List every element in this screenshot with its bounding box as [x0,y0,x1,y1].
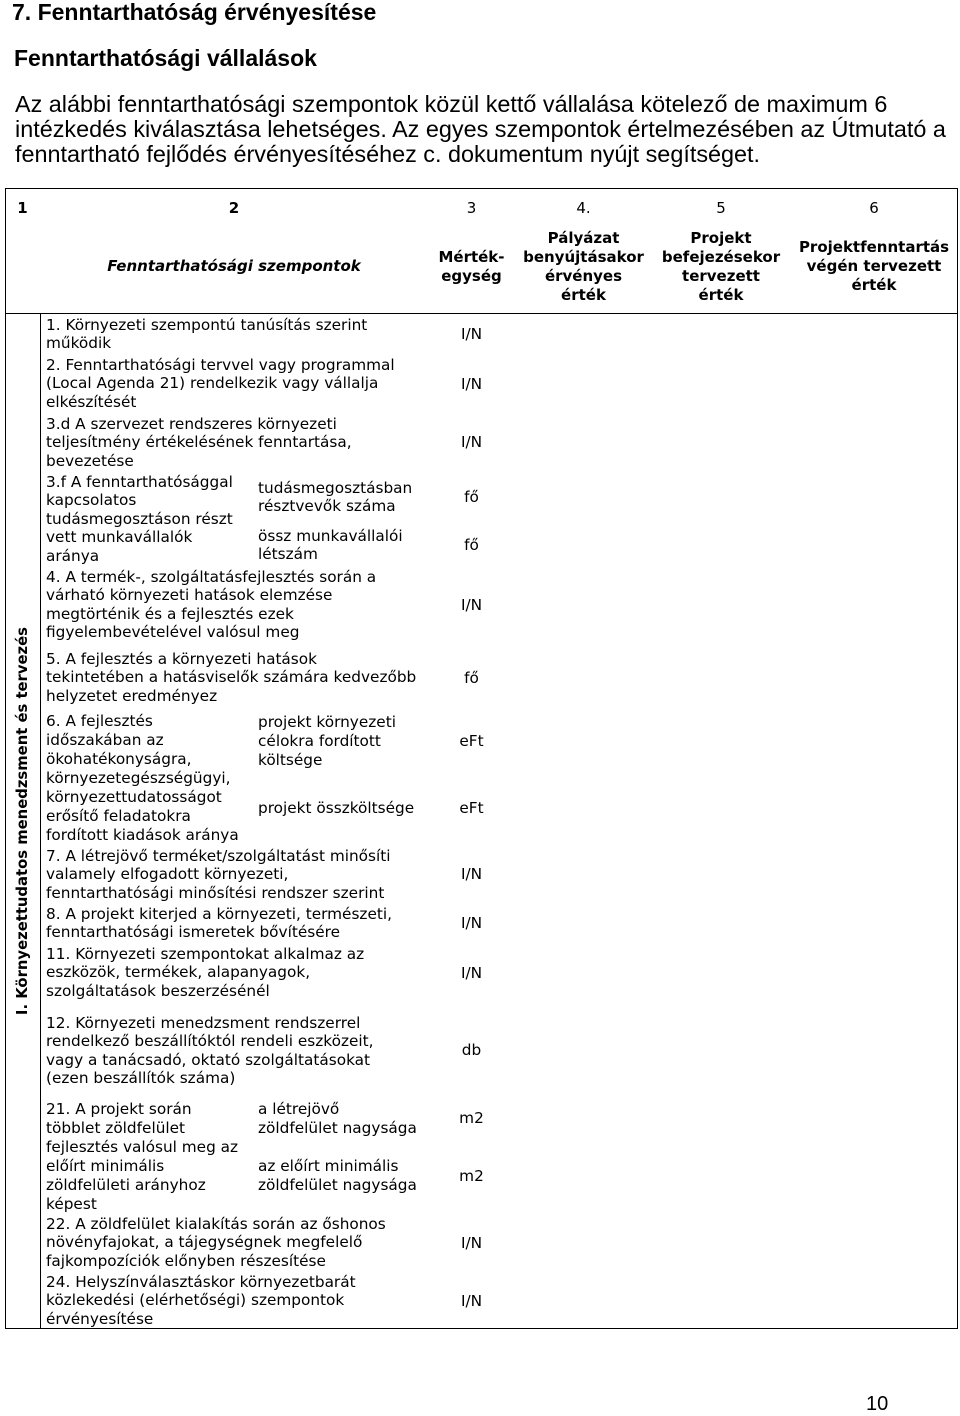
criterion-text-line: környezetegészségügyi, [46,768,231,787]
criterion-text-line: 21. A projekt során [46,1099,192,1118]
sub-criterion [258,713,396,770]
section-title: 7. Fenntarthatóság érvényesítése [12,0,377,25]
unit-cell: I/N [460,963,483,982]
sub-criterion [258,479,412,516]
intro-line: fenntartható fejlődés érvényesítéséhez c. dokumentum nyújt segítséget. [15,141,761,167]
column-header-at-completion [652,229,790,306]
header-line: érték [561,286,606,305]
criterion-row [46,945,364,1001]
criterion-text-line: többlet zöldfelület [46,1118,186,1137]
criterion-text-line: bevezetése [46,451,134,470]
header-divider [5,313,958,314]
column-number-3: 3 [466,199,477,217]
sub-criterion-line: zöldfelület nagysága [258,1118,417,1137]
column-header-at-submission [515,229,652,306]
criterion-text-line: teljesítmény értékelésének fenntartása, [46,433,352,452]
sub-criterion-line: projekt környezeti [258,712,396,731]
criterion-text-line: érvényesítése [46,1309,154,1328]
criterion-text-line: 7. A létrejövő terméket/szolgáltatást minősíti [46,846,391,865]
unit-cell: I/N [460,432,483,451]
unit-cell: db [461,1040,482,1059]
criterion-text-line: 8. A projekt kiterjed a környezeti, természeti, [46,904,392,923]
unit-cell: I/N [460,324,483,343]
column-number-4: 4. [576,199,591,217]
criterion-text-line: 6. A fejlesztés [46,711,153,730]
header-line: érték [851,275,897,294]
header-line: Projekt [690,228,752,247]
unit-cell: m2 [459,1166,484,1185]
unit-cell: eFt [459,798,484,817]
criterion-text-line: ökohatékonyságra, [46,749,192,768]
criterion-text-line: 4. A termék-, szolgáltatásfejlesztés során a [46,567,377,586]
section-label: I. Környezettudatos menedzsment és tervezés [13,626,31,1016]
criterion-text-line: növényfajokat, a tájegységnek megfelelő [46,1233,363,1252]
intro-line: Az alábbi fenntarthatósági szempontok közül kettő vállalása kötelező de maximum 6 [15,91,888,117]
criterion-text-line: rendelkező beszállítóktól rendeli eszközeit, [46,1032,374,1051]
criterion-text-line: képest [46,1194,97,1213]
criterion-text-line: 24. Helyszínválasztáskor környezetbarát [46,1272,356,1291]
unit-cell: fő [464,487,479,506]
sub-criterion-line: az előírt minimális [258,1156,399,1175]
sub-criterion-line: a létrejövő [258,1099,340,1118]
criterion-text-line: fenntarthatósági minősítési rendszer szerint [46,883,385,902]
criterion-text-line: valamely elfogadott környezeti, [46,865,289,884]
criterion-row [46,1100,238,1214]
header-line: egység [441,266,502,285]
header-line: benyújtásakor [523,247,644,266]
column-number-5: 5 [716,199,726,217]
criterion-text-line: kapcsolatos [46,491,137,510]
criterion-text-line: fajkompozíciók előnyben részesítése [46,1251,326,1270]
sub-criterion [258,1100,417,1138]
criterion-text-line: zöldfelületi arányhoz [46,1175,206,1194]
criterion-text-line: időszakában az [46,730,164,749]
header-line: érték [698,286,744,305]
criterion-text-line: elkészítését [46,392,137,411]
criterion-row [46,356,395,412]
unit-cell: fő [464,668,479,687]
criterion-text-line: 3.f A fenntarthatósággal [46,472,233,491]
criterion-text-line: figyelembevételével valósul meg [46,623,300,642]
criterion-text-line: erősítő feladatokra [46,806,191,825]
sub-criterion [258,1157,417,1195]
criterion-text-line: (Local Agenda 21) rendelkezik vagy vállalja [46,374,379,393]
unit-cell: eFt [459,731,484,750]
column-header-criteria: Fenntarthatósági szempontok [107,257,361,275]
sub-criterion-line: célokra fordított [258,731,381,750]
column-header-at-sustainability-end [790,238,958,296]
header-line: érvényes [544,266,623,285]
header-line: Pályázat [547,228,620,247]
header-line: tervezett [682,266,760,285]
criterion-row [46,712,239,845]
sub-criterion-line: zöldfelület nagysága [258,1175,417,1194]
unit-cell: I/N [460,864,483,883]
header-line: Mérték- [438,247,505,266]
criterion-row [46,1273,356,1329]
unit-cell: I/N [460,913,483,932]
criterion-text-line: helyzetet eredményez [46,686,218,705]
criterion-text-line: vagy a tanácsadó, oktató szolgáltatásokat [46,1050,371,1069]
criterion-text-line: megtörténik és a fejlesztés ezek [46,604,294,623]
unit-cell: I/N [460,1233,483,1252]
criterion-row [46,473,233,566]
column-header-unit [428,248,515,286]
column-number-2: 2 [228,199,240,217]
criterion-text-line: fejlesztés valósul meg az [46,1137,239,1156]
criterion-text-line: 11. Környezeti szempontokat alkalmaz az [46,944,365,963]
column-number-6: 6 [869,199,879,217]
criterion-row [46,415,352,471]
criterion-text-line: fenntarthatósági ismeretek bővítésére [46,923,340,942]
sub-criterion [258,527,403,564]
unit-cell: m2 [459,1108,484,1127]
criterion-text-line: eszközök, termékek, alapanyagok, [46,963,311,982]
criterion-row [46,1014,374,1088]
criterion-text-line: 1. Környezeti szempontú tanúsítás szerint [46,315,368,334]
criterion-text-line: 2. Fenntarthatósági tervvel vagy programmal [46,355,395,374]
criterion-text-line: környezettudatosságot [46,787,222,806]
criterion-text-line: közlekedési (elérhetőségi) szempontok [46,1291,345,1310]
header-line: befejezésekor [661,247,781,266]
criterion-text-line: 3.d A szervezet rendszeres környezeti [46,414,337,433]
sub-criterion-line: össz munkavállalói [258,526,403,545]
criterion-text-line: (ezen beszállítók száma) [46,1069,236,1088]
sub-criterion-line: költsége [258,750,323,769]
sub-criterion-line: létszám [258,545,318,564]
criterion-text-line: 12. Környezeti menedzsment rendszerrel [46,1013,361,1032]
criterion-text-line: szolgáltatások beszerzésénél [46,981,270,1000]
criterion-row [46,568,376,642]
sub-criterion-line: projekt összköltsége [258,798,415,817]
criterion-text-line: várható környezeti hatások elemzése [46,586,333,605]
criterion-row [46,1215,386,1271]
sub-criterion [258,799,414,818]
unit-cell: I/N [460,1291,483,1310]
page-number: 10 [866,1393,889,1415]
criterion-text-line: vett munkavállalók [46,528,193,547]
criterion-row [46,847,391,903]
unit-cell: I/N [460,595,483,614]
intro-paragraph [15,92,946,167]
criterion-text-line: tekintetében a hatásviselők számára kedvezőbb [46,668,417,687]
criterion-text-line: 22. A zöldfelület kialakítás során az őshonos [46,1214,386,1233]
column-number-1: 1 [17,199,28,217]
unit-cell: fő [464,535,479,554]
subtitle: Fenntarthatósági vállalások [14,45,317,71]
criterion-text-line: előírt minimális [46,1156,165,1175]
criterion-text-line: aránya [46,547,100,566]
criterion-text-line: 5. A fejlesztés a környezeti hatások [46,649,317,668]
header-line: végén tervezett [806,256,942,275]
unit-cell: I/N [460,374,483,393]
criterion-text-line: fordított kiadások aránya [46,825,239,844]
sub-criterion-line: tudásmegosztásban [258,478,413,497]
criterion-text-line: működik [46,334,112,353]
criterion-row [46,316,367,353]
header-line: Projektfenntartás [798,237,950,256]
sub-criterion-line: résztvevők száma [258,497,396,516]
intro-line: intézkedés kiválasztása lehetséges. Az egyes szempontok értelmezésében az Útmutató a [15,116,946,142]
criterion-row [46,650,416,706]
criterion-row [46,905,392,942]
section-column-divider [40,313,41,1329]
criterion-text-line: tudásmegosztáson részt [46,509,233,528]
section-label-cell [5,314,40,1328]
